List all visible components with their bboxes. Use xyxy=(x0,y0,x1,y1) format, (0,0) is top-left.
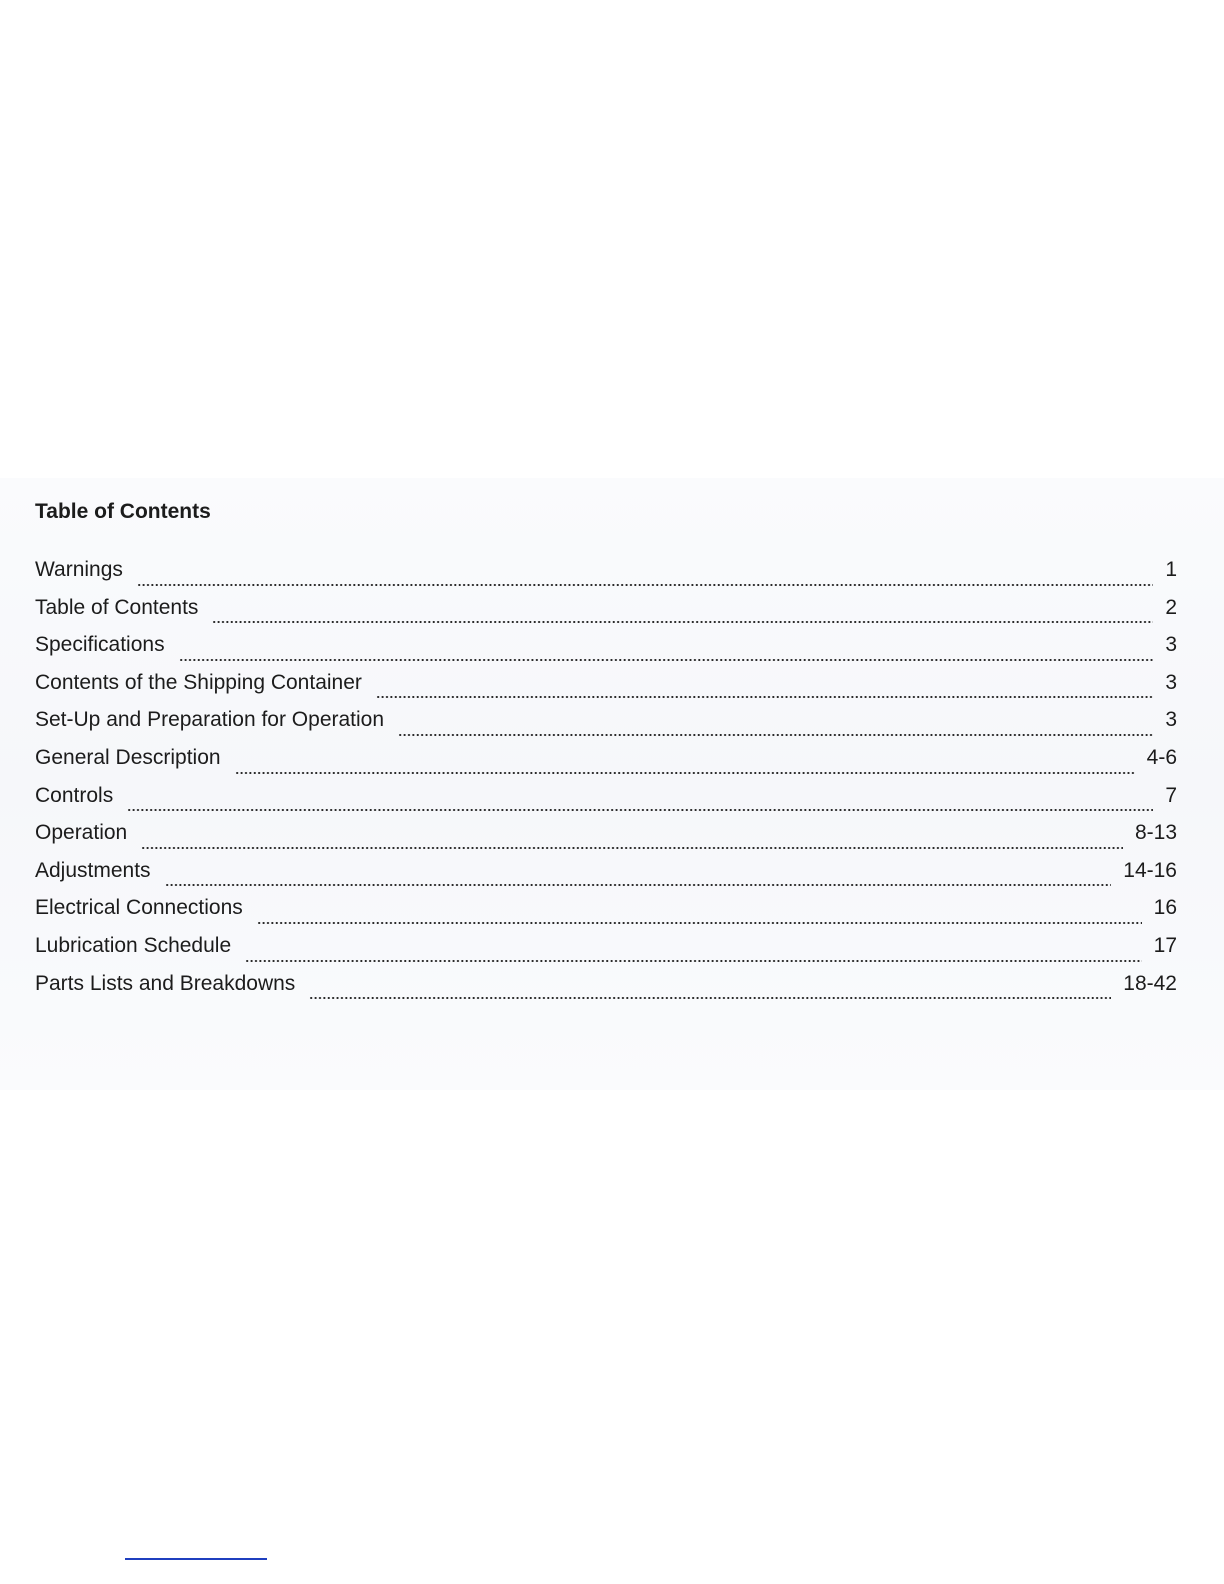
toc-entry-page: 2 xyxy=(1165,595,1177,619)
dot-leader xyxy=(179,640,1154,662)
toc-entry-page: 4-6 xyxy=(1146,745,1177,769)
toc-entry-page: 3 xyxy=(1165,708,1177,732)
toc-entry-page: 1 xyxy=(1165,558,1177,581)
toc-entry-operation xyxy=(35,819,1177,857)
dot-leader xyxy=(127,790,1153,812)
table-of-contents xyxy=(35,498,1177,1007)
toc-entry-controls xyxy=(35,782,1177,820)
toc-entry-label: General Description xyxy=(35,745,221,769)
toc-entry-page: 8-13 xyxy=(1134,821,1177,845)
dot-leader xyxy=(212,602,1153,624)
toc-entry-label: Parts Lists and Breakdowns xyxy=(35,971,296,995)
toc-list xyxy=(35,556,1177,1007)
toc-entry-label: Operation xyxy=(35,821,128,845)
dot-leader xyxy=(137,565,1153,587)
toc-entry-page: 7 xyxy=(1165,783,1177,807)
toc-entry-label: Warnings xyxy=(35,558,123,581)
toc-entry-page: 18-42 xyxy=(1123,971,1177,995)
dot-leader xyxy=(235,753,1135,775)
toc-entry-label: Specifications xyxy=(35,633,165,657)
dot-leader xyxy=(165,865,1112,887)
toc-title: Table of Contents xyxy=(35,500,211,523)
toc-entry-page: 14-16 xyxy=(1123,858,1177,882)
toc-entry-electrical-connections xyxy=(35,894,1177,932)
toc-entry-label: Electrical Connections xyxy=(35,896,243,920)
toc-entry-page: 17 xyxy=(1153,933,1177,957)
toc-entry-label: Lubrication Schedule xyxy=(35,933,232,957)
dot-leader xyxy=(309,978,1111,1000)
toc-entry-label: Set-Up and Preparation for Operation xyxy=(35,708,385,732)
toc-entry-page: 3 xyxy=(1165,670,1177,694)
toc-entry-set-up xyxy=(35,706,1177,744)
dot-leader xyxy=(245,941,1142,963)
toc-entry-page: 3 xyxy=(1165,633,1177,657)
toc-entry-table-of-contents xyxy=(35,594,1177,632)
toc-entry-shipping-container xyxy=(35,669,1177,707)
dot-leader xyxy=(398,715,1153,737)
footer-rule xyxy=(125,1558,267,1560)
toc-entry-label: Adjustments xyxy=(35,858,151,882)
toc-entry-adjustments xyxy=(35,857,1177,895)
toc-entry-label: Table of Contents xyxy=(35,595,199,619)
toc-entry-page: 16 xyxy=(1153,896,1177,920)
toc-entry-warnings xyxy=(35,556,1177,594)
toc-entry-specifications xyxy=(35,631,1177,669)
toc-entry-general-description xyxy=(35,744,1177,782)
toc-entry-lubrication-schedule xyxy=(35,932,1177,970)
dot-leader xyxy=(376,677,1153,699)
toc-entry-parts-lists xyxy=(35,970,1177,1008)
toc-entry-label: Contents of the Shipping Container xyxy=(35,670,362,694)
toc-entry-label: Controls xyxy=(35,783,114,807)
dot-leader xyxy=(141,828,1123,850)
dot-leader xyxy=(257,903,1142,925)
